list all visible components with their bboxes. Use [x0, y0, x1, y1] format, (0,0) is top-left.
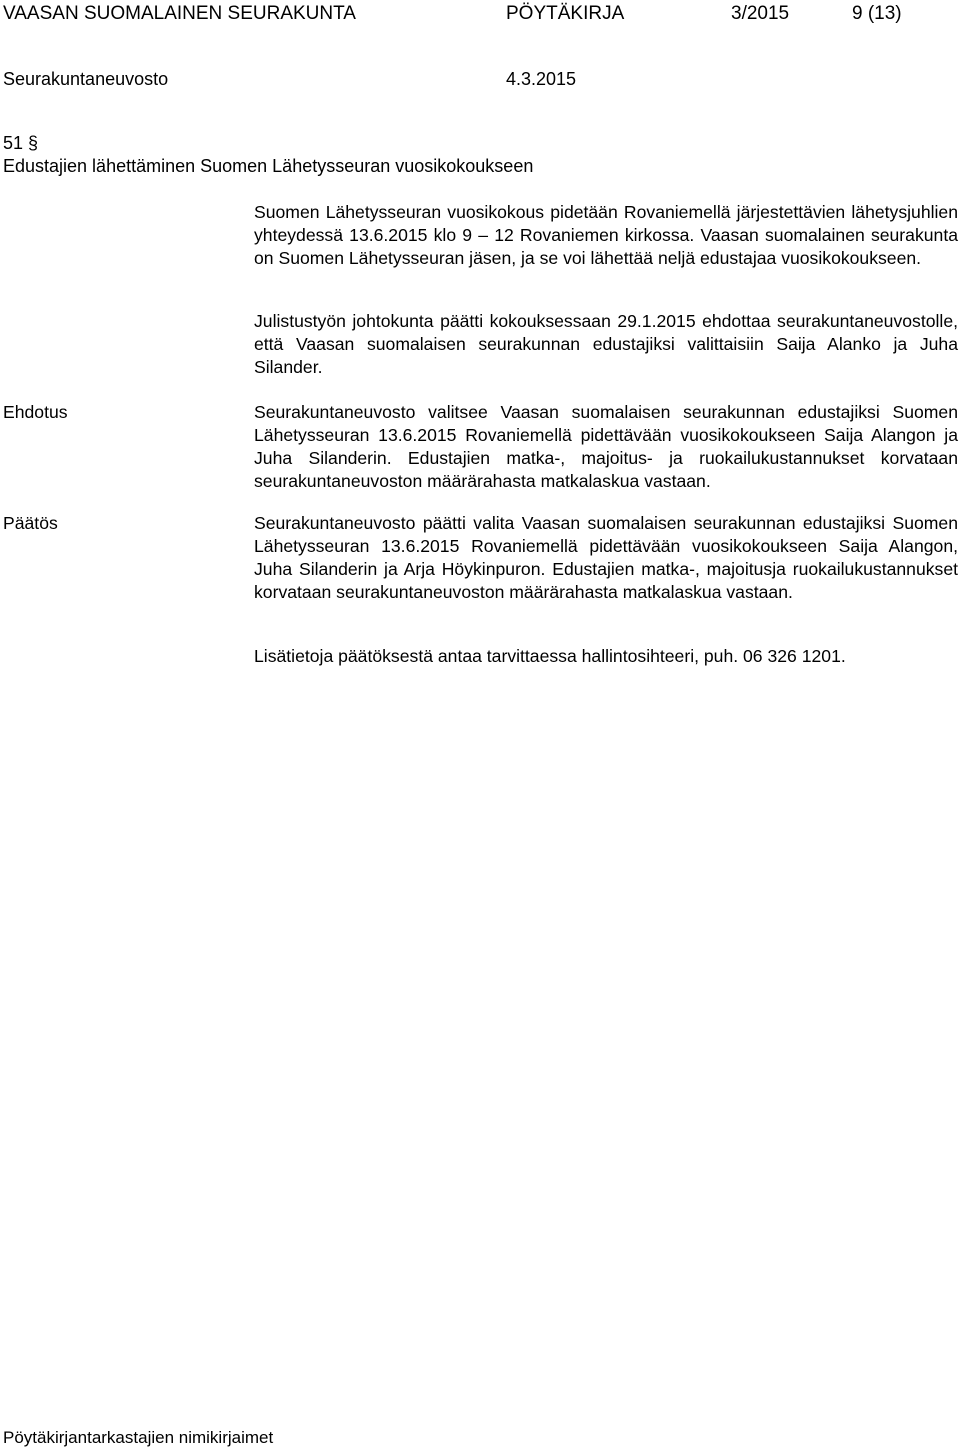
background-paragraph: Suomen Lähetysseuran vuosikokous pidetään Rovaniemellä järjestettävien lähetysjuhlien yhteydessä 13.6.2015 klo 9 – 12 Rovaniemen kirkossa. Vaasan suomalainen seurakunta on Suomen Lähetysseuran jäsen, ja se voi lähettää neljä edustajaa vuosikokoukseen. [254, 202, 958, 268]
section-title: Edustajien lähettäminen Suomen Lähetysseuran vuosikokoukseen [3, 156, 534, 176]
proposal-text: Seurakuntaneuvosto valitsee Vaasan suomalaisen seurakunnan edustajiksi Suomen Lähetysseuran 13.6.2015 Rovaniemellä pidettävään vuosikokoukseen Saija Alangon ja Juha Silanderin. Edustajien matka-, majoitus- ja ruokailukustannukset korvataan seurakuntaneuvoston määrärahasta matkalaskua vastaan. [254, 402, 958, 491]
document-number: 3/2015 [731, 3, 790, 24]
document-type: PÖYTÄKIRJA [506, 3, 625, 24]
section-mark: § [28, 133, 39, 153]
section-number: 51 [3, 133, 24, 153]
proposal-label: Ehdotus [3, 402, 68, 422]
meeting-date: 4.3.2015 [506, 69, 577, 89]
page-number: 9 (13) [852, 3, 902, 24]
decision-label: Päätös [3, 513, 58, 533]
footer-initials: Pöytäkirjantarkastajien nimikirjaimet [3, 1428, 274, 1447]
meeting-body: Seurakuntaneuvosto [3, 69, 169, 89]
info-line: Lisätietoja päätöksestä antaa tarvittaessa hallintosihteeri, puh. 06 326 1201. [254, 646, 846, 666]
decision-text: Seurakuntaneuvosto päätti valita Vaasan suomalaisen seurakunnan edustajiksi Suomen Lähetysseuran 13.6.2015 Rovaniemellä pidettävään vuosikokoukseen Saija Alangon, Juha Silanderin ja Arja Höykinpuron. Edustajien matka-, majoitusja ruokailukustannukset korvataan seurakuntaneuvoston määrärahasta matkalaskua vastaan. [254, 513, 958, 602]
committee-paragraph: Julistustyön johtokunta päätti kokouksessaan 29.1.2015 ehdottaa seurakuntaneuvostolle, että Vaasan suomalaisen seurakunnan edustajiksi valittaisiin Saija Alanko ja Juha Silander. [254, 311, 958, 377]
organization-name: VAASAN SUOMALAINEN SEURAKUNTA [3, 3, 356, 24]
